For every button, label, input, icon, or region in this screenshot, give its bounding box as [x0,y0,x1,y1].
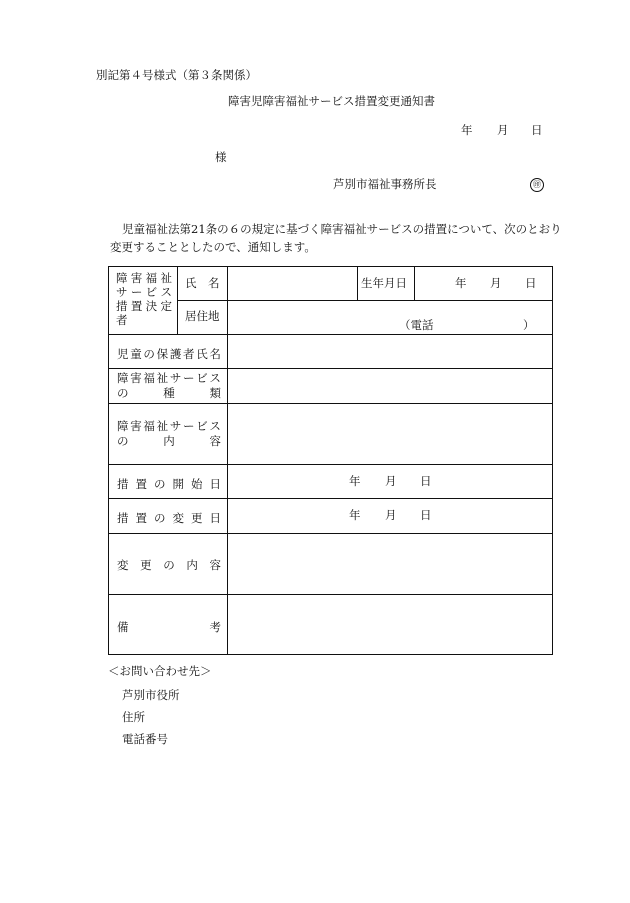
service-content-label [117,419,221,449]
service-content-label-line1: 障 害 福 祉 サ ー ビ ス [117,419,221,433]
contact-office: 芦別市役所 [122,688,180,702]
remarks-label-text: 備 考 [117,620,221,634]
change-content-label [117,557,221,573]
phone-close: ） [523,318,535,332]
change-year: 年 [349,508,361,522]
change-day: 日 [420,508,432,522]
dob-label: 生年月日 [361,276,407,290]
recipient-label-line3: 措 置 決 定 [116,299,172,313]
issue-date-year: 年 [461,123,473,137]
recipient-label-line4: 者 [116,313,128,327]
guardian-label-text: 児 童 の 保 護 者 氏 名 [117,347,221,361]
change-month: 月 [385,508,397,522]
recipient-label-line2: サ ー ビ ス [116,285,172,299]
body-text-line2: 変更することとしたので、通知します。 [110,240,316,254]
name-label: 氏 名 [185,276,220,290]
seal-mark: ㊞ [530,178,544,192]
change-date-label-text: 措 置 の 変 更 日 [117,511,221,525]
recipient-label-line1: 障 害 福 祉 [116,271,172,285]
start-year: 年 [349,474,361,488]
start-label [117,476,221,492]
address-label: 居住地 [185,309,220,323]
issue-date-month: 月 [497,123,509,137]
remarks-label [117,619,221,635]
start-label-text: 措 置 の 開 始 日 [117,477,221,491]
issue-date-day: 日 [531,123,543,137]
contact-address: 住所 [122,710,145,724]
service-type-label-line1: 障 害 福 祉 サ ー ビ ス [117,371,221,385]
service-type-label [117,371,221,401]
service-content-label-line2: の 内 容 [117,434,221,448]
start-day: 日 [420,474,432,488]
phone-open: （電話 [399,318,434,332]
sender-name: 芦別市福祉事務所長 [333,177,437,191]
document-title: 障害児障害福祉サービス措置変更通知書 [228,94,435,108]
notice-table [108,266,553,655]
start-month: 月 [385,474,397,488]
addressee-suffix: 様 [215,150,227,164]
contact-heading: ＜お問い合わせ先＞ [108,664,212,678]
change-date-label [117,510,221,526]
dob-day: 日 [525,276,537,290]
body-text-line1: 児童福祉法第21条の６の規定に基づく障害福祉サービスの措置について、次のとおり [122,222,562,236]
service-type-label-line2: の 種 類 [117,386,221,400]
change-content-label-text: 変 更 の 内 容 [117,558,221,572]
recipient-label [116,271,172,327]
guardian-label [117,346,221,362]
contact-phone: 電話番号 [122,732,168,746]
dob-year: 年 [455,276,467,290]
dob-month: 月 [490,276,502,290]
form-number: 別記第４号様式（第３条関係） [96,68,257,82]
